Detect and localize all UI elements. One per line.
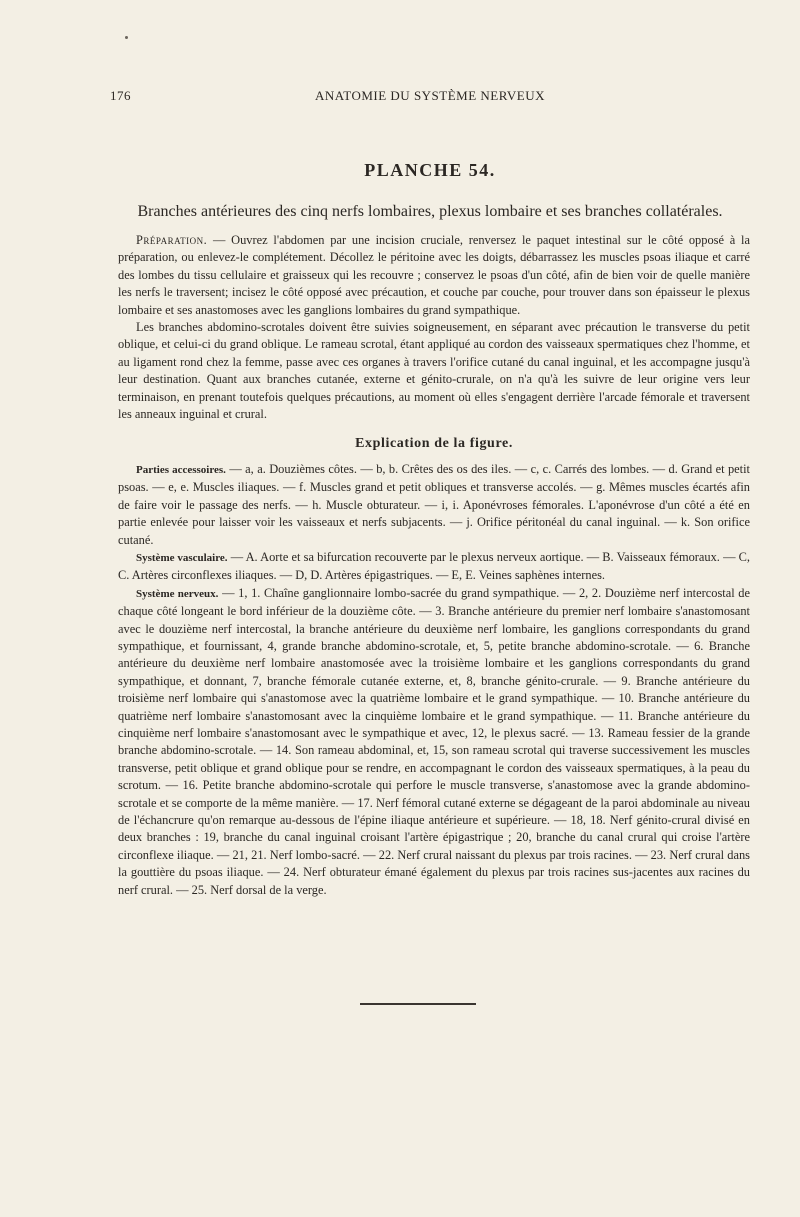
end-rule [360,1003,476,1005]
accessoires-text: — a, a. Douzièmes côtes. — b, b. Crêtes des os des iles. — c, c. Carrés des lombes. — d. Grand et petit psoas. — e, e. Muscles iliaques. — f. Muscles grand et petit obliques et transverse accolés. — g. Mêmes muscles écartés afin de faire voir le passage des nerfs. — h. Muscle obturateur. — i, i. Aponévroses fémorales. L'aponévrose d'un côté a été en partie enlevée pour laisser voir les vaisseaux et nerfs subjacents. — j. Orifice péritonéal du canal inguinal. — k. Son orifice cutané. [118,461,750,547]
plate-title: PLANCHE 54. [364,160,496,180]
explication-title: Explication de la figure. [355,436,513,452]
preparation-paragraph-2: Les branches abdomino-scrotales doivent être suivies soigneusement, en séparant avec précaution le transverse du petit oblique, et celui-ci du grand oblique. Le rameau scrotal, étant appliqué au cordon des vaisseaux spermatiques chez l'homme, et au ligament rond chez la femme, passe avec ces organes à travers l'orifice cutané du canal inguinal, et les accompagne jusqu'à leur destination. Quant aux branches cutanée, externe et génito-crurale, on n'a qu'à les suivre de leur origine vers leur terminaison, en prenant toutefois quelques précautions, au moment où elles s'engagent derrière l'arcade fémorale et traversent les anneaux inguinal et crural. [118,320,750,422]
nerveux-label: Système nerveux. [136,587,219,600]
accessoires-label: Parties accessoires. [136,463,226,476]
page-body [118,232,750,899]
accessoires-paragraph [118,461,750,549]
vasculaire-paragraph [118,549,750,585]
preparation-text: — Ouvrez l'abdomen par une incision cruciale, renversez le paquet intestinal sur le côté opposé à la préparation, ou enlevez-le complétement. Décollez le péritoine avec les doigts, débarrassez les muscles psoas iliaque et carré des lombes du tissu cellulaire et graisseux qui les recouvre ; conservez le psoas d'un côté, afin de bien voir de quelle manière les nerfs le traversent; incisez le côté opposé avec précaution, et couche par couche, pour trouver dans son épaisseur le plexus lombaire et ses anastomoses avec les ganglions lombaires du grand sympathique. [118,233,750,317]
vasculaire-label: Système vasculaire. [136,551,228,564]
vasculaire-text: — A. Aorte et sa bifurcation recouverte par le plexus nerveux aortique. — B. Vaisseaux fémoraux. — C, C. Artères circonflexes iliaques. — D, D. Artères épigastriques. — E, E. Veines saphènes internes. [118,549,750,583]
nerveux-text: — 1, 1. Chaîne ganglionnaire lombo-sacrée du grand sympathique. — 2, 2. Douzième nerf intercostal de chaque côté longeant le bord inférieur de la douzième côte. — 3. Branche antérieure du premier nerf lombaire s'anastomosant avec le douzième nerf intercostal, la branche antérieure du deuxième nerf lombaire, les ganglions correspondants du grand sympathique, et fournissant, 4, grande branche abdomino-scrotale, et, 5, petite branche abdomino-scrotale. — 6. Branche antérieure du deuxième nerf lombaire anastomosée avec la troisième lombaire et les ganglions correspondants du grand sympathique, et donnant, 7, branche fémorale cutanée externe, et, 8, branche génito-crurale. — 9. Branche antérieure du troisième nerf lombaire qui s'anastomose avec la quatrième lombaire et le grand sympathique. — 10. Branche antérieure du quatrième nerf lombaire s'anastomosant avec la cinquième lombaire et le grand sympathique. — 11. Branche antérieure du cinquième nerf lombaire s'anastomosant avec le sympathique et avec, 12, le plexus sacré. — 13. Rameau fessier de la grande branche abdomino-scrotale. — 14. Son rameau abdominal, et, 15, son rameau scrotal qui traverse successivement les muscles transverse, petit oblique et grand oblique pour se rendre, en accompagnant le cordon des vaisseaux spermatiques, à la peau du scrotum. — 16. Petite branche abdomino-scrotale qui perfore le muscle transverse, s'anastomose avec la grande abdomino-scrotale et se comporte de la même manière. — 17. Nerf fémoral cutané externe se dégageant de la paroi abdominale au niveau de l'échancrure qu'on remarque au-dessous de l'épine iliaque antérieure et supérieure. — 18, 18. Nerf génito-crural divisé en deux branches : 19, branche du canal inguinal croisant l'artère épigastrique ; 20, branche du canal crural qui croise l'artère circonflexe iliaque. — 21, 21. Nerf lombo-sacré. — 22. Nerf crural naissant du plexus par trois racines. — 23. Nerf crural dans la gouttière du psoas iliaque. — 24. Nerf obturateur émané également du plexus par trois racines sus-jacentes aux racines du nerf crural. — 25. Nerf dorsal de la verge. [118,585,750,897]
preparation-label: Préparation. [136,233,208,247]
page-number: 176 [110,88,131,103]
paper-speck [125,36,128,39]
preparation-paragraph [118,232,750,319]
plate-subtitle: Branches antérieures des cinq nerfs lombaires, plexus lombaire et ses branches collatérales. [137,203,723,220]
running-title: ANATOMIE DU SYSTÈME NERVEUX [315,88,545,103]
nerveux-paragraph [118,585,750,899]
